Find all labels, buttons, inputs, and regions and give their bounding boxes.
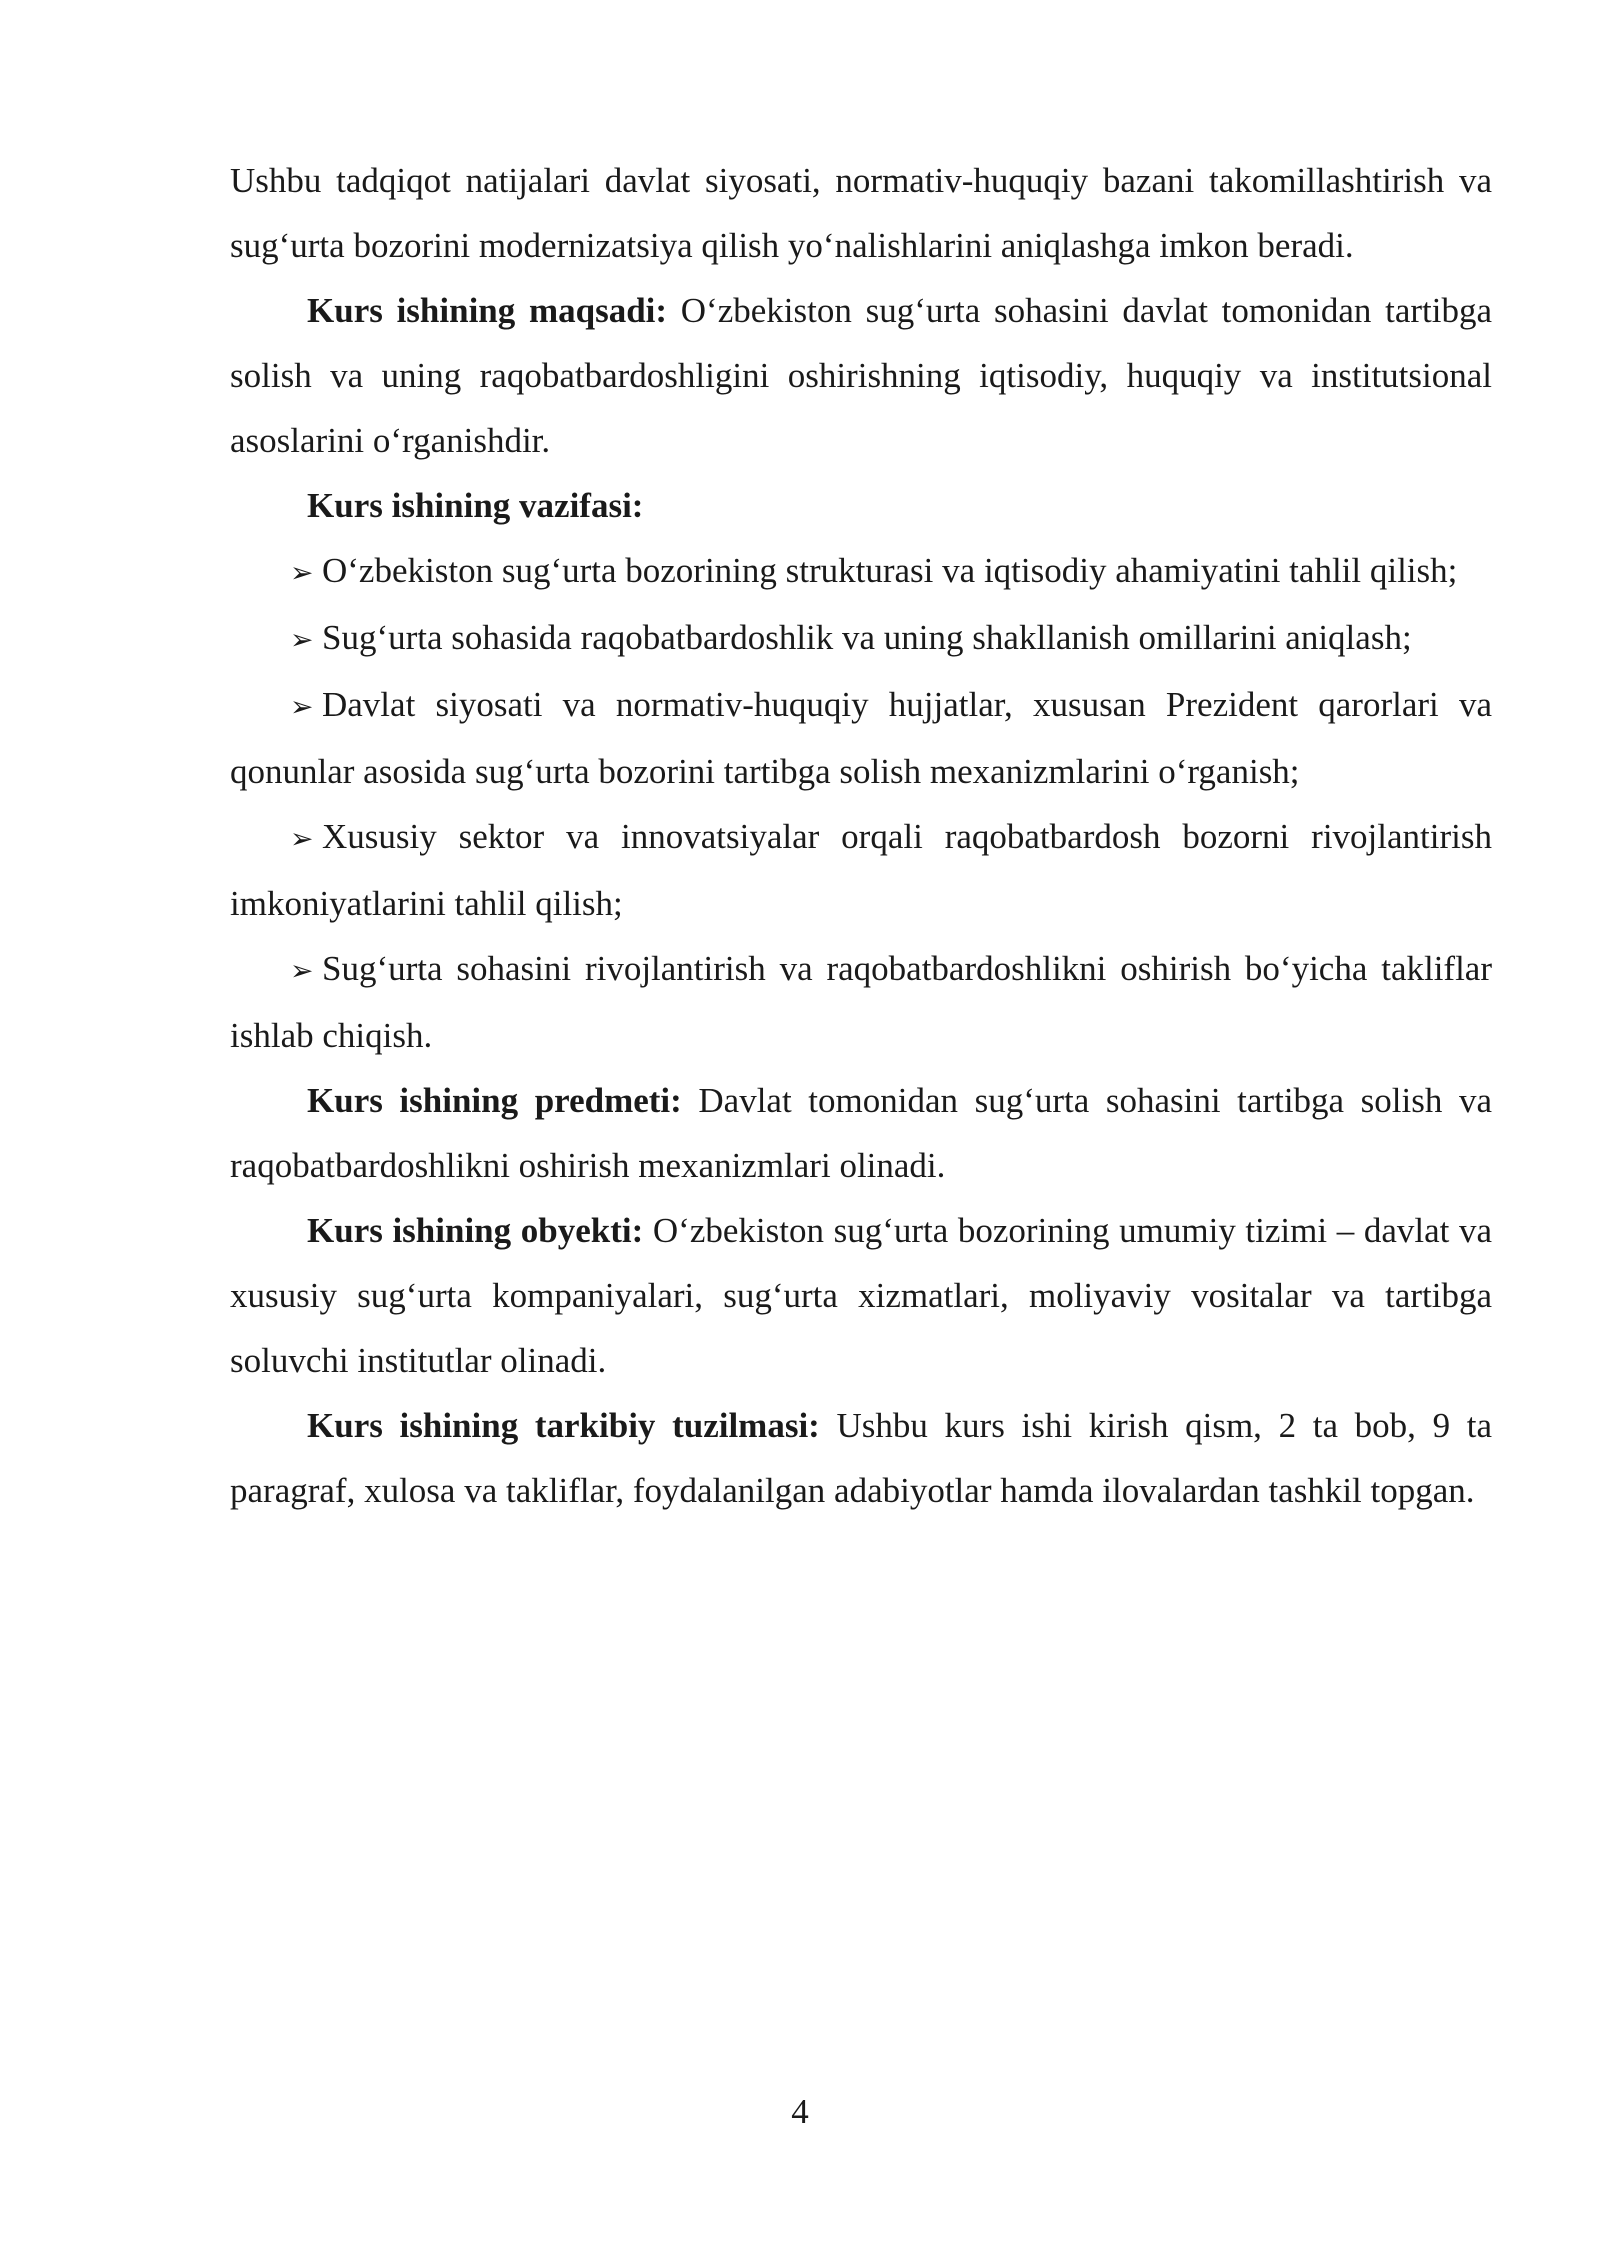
tasks-heading <box>230 473 1492 538</box>
object-text: O‘zbekiston sug‘urta bozorining umumiy tizimi – davlat va xususiy sug‘urta kompaniyalari, sug‘urta xizmatlari, moliyaviy vositalar va tartibga soluvchi institutlar olinadi. <box>230 1211 1492 1380</box>
subject-label: Kurs ishining predmeti: <box>307 1081 682 1120</box>
arrowhead-bullet-icon: ➢ <box>290 954 314 987</box>
tasks-label: Kurs ishining vazifasi: <box>307 486 644 525</box>
task-item-4 <box>230 804 1492 936</box>
task-item-text: Sug‘urta sohasini rivojlantirish va raqobatbardoshlikni oshirish bo‘yicha takliflar ishlab chiqish. <box>230 949 1492 1055</box>
structure-text: Ushbu kurs ishi kirish qism, 2 ta bob, 9 ta paragraf, xulosa va takliflar, foydalanilgan adabiyotlar hamda ilovalardan tashkil topgan. <box>230 1406 1492 1510</box>
structure-paragraph <box>230 1393 1492 1523</box>
goal-text: O‘zbekiston sug‘urta sohasini davlat tomonidan tartibga solish va uning raqobatbardoshligini oshirishning iqtisodiy, huquqiy va institutsional asoslarini o‘rganishdir. <box>230 291 1492 460</box>
task-item-2 <box>230 605 1492 672</box>
task-item-1 <box>230 538 1492 605</box>
task-item-5 <box>230 936 1492 1068</box>
object-paragraph <box>230 1198 1492 1393</box>
subject-paragraph <box>230 1068 1492 1198</box>
page-number: 4 <box>791 2092 809 2131</box>
structure-label: Kurs ishining tarkibiy tuzilmasi: <box>307 1406 820 1445</box>
object-label: Kurs ishining obyekti: <box>307 1211 644 1250</box>
goal-label: Kurs ishining maqsadi: <box>307 291 668 330</box>
task-item-text: Sug‘urta sohasida raqobatbardoshlik va uning shakllanish omillarini aniqlash; <box>322 618 1412 657</box>
goal-paragraph <box>230 278 1492 473</box>
subject-text: Davlat tomonidan sug‘urta sohasini tartibga solish va raqobatbardoshlikni oshirish mexanizmlari olinadi. <box>230 1081 1492 1185</box>
document-body <box>230 148 1492 1523</box>
arrowhead-bullet-icon: ➢ <box>290 690 314 723</box>
task-item-text: O‘zbekiston sug‘urta bozorining strukturasi va iqtisodiy ahamiyatini tahlil qilish; <box>322 551 1458 590</box>
intro-paragraph: Ushbu tadqiqot natijalari davlat siyosati, normativ-huquqiy bazani takomillashtirish va sug‘urta bozorini modernizatsiya qilish yo‘nalishlarini aniqlashga imkon beradi. <box>230 161 1492 265</box>
task-item-text: Davlat siyosati va normativ-huquqiy hujjatlar, xususan Prezident qarorlari va qonunlar asosida sug‘urta bozorini tartibga solish mexanizmlarini o‘rganish; <box>230 685 1492 791</box>
task-item-3 <box>230 672 1492 804</box>
arrowhead-bullet-icon: ➢ <box>290 623 314 656</box>
arrowhead-bullet-icon: ➢ <box>290 556 314 589</box>
task-item-text: Xususiy sektor va innovatsiyalar orqali raqobatbardosh bozorni rivojlantirish imkoniyatlarini tahlil qilish; <box>230 817 1492 923</box>
arrowhead-bullet-icon: ➢ <box>290 822 314 855</box>
